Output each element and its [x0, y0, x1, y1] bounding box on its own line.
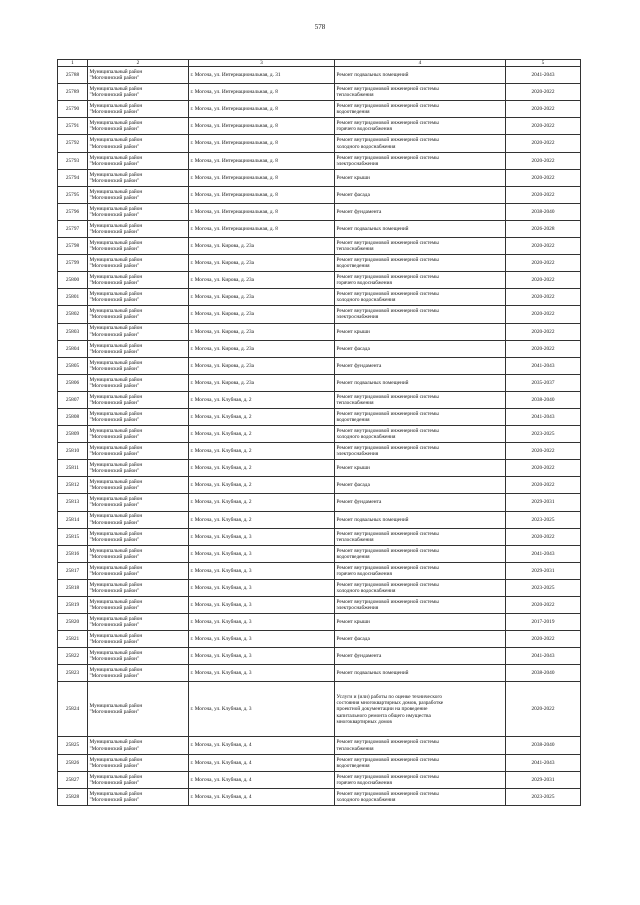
work-type-cell: Ремонт внутридомовой инженерной системы электроснабжения	[335, 306, 506, 323]
period-cell: 2020-2022	[506, 101, 581, 118]
address-cell: г. Могоча, ул. Клубная, д. 3	[189, 562, 335, 579]
period-cell: 2020-2022	[506, 477, 581, 494]
table-row	[58, 135, 581, 152]
period-cell: 2020-2022	[506, 272, 581, 289]
period-cell: 2020-2022	[506, 460, 581, 477]
municipality-cell: Муниципальный район "Могочинский район"	[88, 152, 189, 169]
row-number-cell: 25808	[58, 408, 88, 425]
row-number-cell: 25800	[58, 272, 88, 289]
municipality-cell: Муниципальный район "Могочинский район"	[88, 562, 189, 579]
work-type-cell: Ремонт внутридомовой инженерной системы водоотведения	[335, 545, 506, 562]
period-cell: 2020-2022	[506, 631, 581, 648]
table-row	[58, 426, 581, 443]
table-row	[58, 528, 581, 545]
municipality-cell: Муниципальный район "Могочинский район"	[88, 340, 189, 357]
period-cell: 2038-2040	[506, 391, 581, 408]
row-number-cell: 25828	[58, 788, 88, 805]
address-cell: г. Могоча, ул. Кирова, д. 23а	[189, 238, 335, 255]
address-cell: г. Могоча, ул. Клубная, д. 3	[189, 528, 335, 545]
work-type-cell: Ремонт внутридомовой инженерной системы теплоснабжения	[335, 737, 506, 754]
period-cell: 2020-2022	[506, 186, 581, 203]
address-cell: г. Могоча, ул. Интернациональная, д. 8	[189, 118, 335, 135]
row-number-cell: 25798	[58, 238, 88, 255]
municipality-cell: Муниципальный район "Могочинский район"	[88, 135, 189, 152]
table-row	[58, 788, 581, 805]
municipality-cell: Муниципальный район "Могочинский район"	[88, 118, 189, 135]
period-cell: 2026-2028	[506, 220, 581, 237]
work-type-cell: Ремонт подвальных помещений	[335, 220, 506, 237]
period-cell: 2017-2019	[506, 614, 581, 631]
municipality-cell: Муниципальный район "Могочинский район"	[88, 408, 189, 425]
period-cell: 2020-2022	[506, 306, 581, 323]
work-type-cell: Ремонт внутридомовой инженерной системы холодного водоснабжения	[335, 579, 506, 596]
row-number-cell: 25790	[58, 101, 88, 118]
row-number-cell: 25810	[58, 443, 88, 460]
work-type-cell: Ремонт внутридомовой инженерной системы горячего водоснабжения	[335, 562, 506, 579]
table-row	[58, 238, 581, 255]
row-number-cell: 25813	[58, 494, 88, 511]
table-row	[58, 545, 581, 562]
table-row	[58, 754, 581, 771]
address-cell: г. Могоча, ул. Клубная, д. 2	[189, 511, 335, 528]
table-row	[58, 648, 581, 665]
period-cell: 2029-2031	[506, 771, 581, 788]
period-cell: 2038-2040	[506, 737, 581, 754]
repair-schedule-table	[57, 59, 581, 806]
column-header-4: 4	[335, 60, 506, 67]
municipality-cell: Муниципальный район "Могочинский район"	[88, 220, 189, 237]
work-type-cell: Ремонт внутридомовой инженерной системы водоотведения	[335, 255, 506, 272]
row-number-cell: 25794	[58, 169, 88, 186]
period-cell: 2023-2025	[506, 579, 581, 596]
period-cell: 2023-2025	[506, 426, 581, 443]
address-cell: г. Могоча, ул. Интернациональная, д. 8	[189, 135, 335, 152]
work-type-cell: Ремонт подвальных помещений	[335, 374, 506, 391]
table-row	[58, 101, 581, 118]
row-number-cell: 25822	[58, 648, 88, 665]
work-type-cell: Ремонт крыши	[335, 460, 506, 477]
row-number-cell: 25805	[58, 357, 88, 374]
work-type-cell: Ремонт внутридомовой инженерной системы холодного водоснабжения	[335, 788, 506, 805]
work-type-cell: Ремонт внутридомовой инженерной системы водоотведения	[335, 101, 506, 118]
municipality-cell: Муниципальный район "Могочинский район"	[88, 788, 189, 805]
address-cell: г. Могоча, ул. Клубная, д. 3	[189, 631, 335, 648]
municipality-cell: Муниципальный район "Могочинский район"	[88, 477, 189, 494]
period-cell: 2020-2022	[506, 152, 581, 169]
period-cell: 2041-2043	[506, 357, 581, 374]
table-row	[58, 460, 581, 477]
municipality-cell: Муниципальный район "Могочинский район"	[88, 169, 189, 186]
table-row	[58, 306, 581, 323]
period-cell: 2041-2043	[506, 545, 581, 562]
row-number-cell: 25795	[58, 186, 88, 203]
municipality-cell: Муниципальный район "Могочинский район"	[88, 631, 189, 648]
work-type-cell: Ремонт внутридомовой инженерной системы холодного водоснабжения	[335, 289, 506, 306]
page-number: 578	[314, 23, 326, 31]
municipality-cell: Муниципальный район "Могочинский район"	[88, 323, 189, 340]
table-header-row	[58, 60, 581, 67]
address-cell: г. Могоча, ул. Интернациональная, д. 8	[189, 101, 335, 118]
address-cell: г. Могоча, ул. Клубная, д. 3	[189, 597, 335, 614]
work-type-cell: Ремонт фасада	[335, 186, 506, 203]
row-number-cell: 25803	[58, 323, 88, 340]
period-cell: 2038-2040	[506, 203, 581, 220]
address-cell: г. Могоча, ул. Клубная, д. 3	[189, 665, 335, 682]
municipality-cell: Муниципальный район "Могочинский район"	[88, 528, 189, 545]
municipality-cell: Муниципальный район "Могочинский район"	[88, 289, 189, 306]
period-cell: 2041-2043	[506, 648, 581, 665]
work-type-cell: Ремонт фасада	[335, 340, 506, 357]
work-type-cell: Ремонт подвальных помещений	[335, 665, 506, 682]
table-row	[58, 118, 581, 135]
table-row	[58, 374, 581, 391]
table-row	[58, 323, 581, 340]
work-type-cell: Ремонт подвальных помещений	[335, 511, 506, 528]
row-number-cell: 25825	[58, 737, 88, 754]
row-number-cell: 25819	[58, 597, 88, 614]
municipality-cell: Муниципальный район "Могочинский район"	[88, 391, 189, 408]
period-cell: 2038-2040	[506, 665, 581, 682]
municipality-cell: Муниципальный район "Могочинский район"	[88, 443, 189, 460]
municipality-cell: Муниципальный район "Могочинский район"	[88, 737, 189, 754]
address-cell: г. Могоча, ул. Клубная, д. 4	[189, 771, 335, 788]
table-row	[58, 203, 581, 220]
address-cell: г. Могоча, ул. Клубная, д. 3	[189, 545, 335, 562]
address-cell: г. Могоча, ул. Интернациональная, д. 8	[189, 84, 335, 101]
municipality-cell: Муниципальный район "Могочинский район"	[88, 771, 189, 788]
work-type-cell: Ремонт внутридомовой инженерной системы горячего водоснабжения	[335, 118, 506, 135]
work-type-cell: Ремонт внутридомовой инженерной системы холодного водоснабжения	[335, 426, 506, 443]
column-header-5: 5	[506, 60, 581, 67]
work-type-cell: Ремонт внутридомовой инженерной системы электроснабжения	[335, 152, 506, 169]
municipality-cell: Муниципальный район "Могочинский район"	[88, 306, 189, 323]
period-cell: 2023-2025	[506, 788, 581, 805]
municipality-cell: Муниципальный район "Могочинский район"	[88, 272, 189, 289]
row-number-cell: 25793	[58, 152, 88, 169]
row-number-cell: 25801	[58, 289, 88, 306]
municipality-cell: Муниципальный район "Могочинский район"	[88, 84, 189, 101]
table-row	[58, 408, 581, 425]
address-cell: г. Могоча, ул. Интернациональная, д. 8	[189, 152, 335, 169]
municipality-cell: Муниципальный район "Могочинский район"	[88, 374, 189, 391]
address-cell: г. Могоча, ул. Клубная, д. 2	[189, 477, 335, 494]
work-type-cell: Ремонт внутридомовой инженерной системы электроснабжения	[335, 597, 506, 614]
address-cell: г. Могоча, ул. Клубная, д. 2	[189, 426, 335, 443]
table-row	[58, 771, 581, 788]
table-row	[58, 579, 581, 596]
municipality-cell: Муниципальный район "Могочинский район"	[88, 101, 189, 118]
work-type-cell: Ремонт фасада	[335, 631, 506, 648]
work-type-cell: Ремонт внутридомовой инженерной системы горячего водоснабжения	[335, 272, 506, 289]
municipality-cell: Муниципальный район "Могочинский район"	[88, 682, 189, 737]
address-cell: г. Могоча, ул. Кирова, д. 23а	[189, 272, 335, 289]
row-number-cell: 25804	[58, 340, 88, 357]
table-row	[58, 597, 581, 614]
row-number-cell: 25812	[58, 477, 88, 494]
work-type-cell: Ремонт внутридомовой инженерной системы теплоснабжения	[335, 528, 506, 545]
municipality-cell: Муниципальный район "Могочинский район"	[88, 460, 189, 477]
address-cell: г. Могоча, ул. Клубная, д. 2	[189, 391, 335, 408]
column-header-3: 3	[189, 60, 335, 67]
municipality-cell: Муниципальный район "Могочинский район"	[88, 614, 189, 631]
period-cell: 2020-2022	[506, 443, 581, 460]
period-cell: 2020-2022	[506, 528, 581, 545]
work-type-cell: Ремонт крыши	[335, 614, 506, 631]
work-type-cell: Ремонт фасада	[335, 477, 506, 494]
period-cell: 2020-2022	[506, 597, 581, 614]
municipality-cell: Муниципальный район "Могочинский район"	[88, 665, 189, 682]
table-row	[58, 169, 581, 186]
municipality-cell: Муниципальный район "Могочинский район"	[88, 597, 189, 614]
period-cell: 2020-2022	[506, 118, 581, 135]
table-row	[58, 682, 581, 737]
municipality-cell: Муниципальный район "Могочинский район"	[88, 255, 189, 272]
table-row	[58, 357, 581, 374]
address-cell: г. Могоча, ул. Клубная, д. 3	[189, 682, 335, 737]
work-type-cell: Ремонт внутридомовой инженерной системы теплоснабжения	[335, 391, 506, 408]
table-row	[58, 443, 581, 460]
work-type-cell: Ремонт внутридомовой инженерной системы электроснабжения	[335, 443, 506, 460]
municipality-cell: Муниципальный район "Могочинский район"	[88, 357, 189, 374]
row-number-cell: 25797	[58, 220, 88, 237]
table-row	[58, 152, 581, 169]
row-number-cell: 25796	[58, 203, 88, 220]
address-cell: г. Могоча, ул. Клубная, д. 4	[189, 788, 335, 805]
work-type-cell: Услуги и (или) работы по оценке технического состояния многоквартирных домов, разработке проектной документации на проведение капитального ремонта общего имущества многоквартирных домов	[335, 682, 506, 737]
work-type-cell: Ремонт фундамента	[335, 357, 506, 374]
row-number-cell: 25799	[58, 255, 88, 272]
municipality-cell: Муниципальный район "Могочинский район"	[88, 426, 189, 443]
row-number-cell: 25815	[58, 528, 88, 545]
table-row	[58, 220, 581, 237]
municipality-cell: Муниципальный район "Могочинский район"	[88, 494, 189, 511]
table-row	[58, 340, 581, 357]
period-cell: 2020-2022	[506, 135, 581, 152]
table-row	[58, 562, 581, 579]
address-cell: г. Могоча, ул. Кирова, д. 23а	[189, 306, 335, 323]
period-cell: 2041-2043	[506, 67, 581, 84]
work-type-cell: Ремонт внутридомовой инженерной системы водоотведения	[335, 754, 506, 771]
table-row	[58, 737, 581, 754]
address-cell: г. Могоча, ул. Клубная, д. 3	[189, 579, 335, 596]
address-cell: г. Могоча, ул. Кирова, д. 23а	[189, 289, 335, 306]
address-cell: г. Могоча, ул. Кирова, д. 23а	[189, 323, 335, 340]
row-number-cell: 25817	[58, 562, 88, 579]
address-cell: г. Могоча, ул. Кирова, д. 23а	[189, 255, 335, 272]
work-type-cell: Ремонт фундамента	[335, 648, 506, 665]
row-number-cell: 25802	[58, 306, 88, 323]
table-row	[58, 511, 581, 528]
work-type-cell: Ремонт внутридомовой инженерной системы водоотведения	[335, 408, 506, 425]
address-cell: г. Могоча, ул. Интернациональная, д. 8	[189, 220, 335, 237]
table-row	[58, 614, 581, 631]
row-number-cell: 25789	[58, 84, 88, 101]
work-type-cell: Ремонт фундамента	[335, 203, 506, 220]
address-cell: г. Могоча, ул. Интернациональная, д. 31	[189, 67, 335, 84]
period-cell: 2020-2022	[506, 340, 581, 357]
table-row	[58, 255, 581, 272]
period-cell: 2029-2031	[506, 494, 581, 511]
address-cell: г. Могоча, ул. Клубная, д. 3	[189, 648, 335, 665]
work-type-cell: Ремонт фундамента	[335, 494, 506, 511]
work-type-cell: Ремонт крыши	[335, 323, 506, 340]
table-row	[58, 477, 581, 494]
address-cell: г. Могоча, ул. Кирова, д. 23а	[189, 357, 335, 374]
municipality-cell: Муниципальный район "Могочинский район"	[88, 648, 189, 665]
row-number-cell: 25824	[58, 682, 88, 737]
row-number-cell: 25807	[58, 391, 88, 408]
address-cell: г. Могоча, ул. Клубная, д. 2	[189, 494, 335, 511]
column-header-1: 1	[58, 60, 88, 67]
period-cell: 2035-2037	[506, 374, 581, 391]
work-type-cell: Ремонт подвальных помещений	[335, 67, 506, 84]
address-cell: г. Могоча, ул. Интернациональная, д. 8	[189, 169, 335, 186]
row-number-cell: 25814	[58, 511, 88, 528]
table-row	[58, 665, 581, 682]
row-number-cell: 25821	[58, 631, 88, 648]
row-number-cell: 25827	[58, 771, 88, 788]
row-number-cell: 25788	[58, 67, 88, 84]
period-cell: 2020-2022	[506, 84, 581, 101]
municipality-cell: Муниципальный район "Могочинский район"	[88, 754, 189, 771]
table-row	[58, 289, 581, 306]
municipality-cell: Муниципальный район "Могочинский район"	[88, 579, 189, 596]
period-cell: 2020-2022	[506, 323, 581, 340]
column-header-2: 2	[88, 60, 189, 67]
row-number-cell: 25820	[58, 614, 88, 631]
table-row	[58, 186, 581, 203]
period-cell: 2041-2043	[506, 754, 581, 771]
address-cell: г. Могоча, ул. Клубная, д. 3	[189, 614, 335, 631]
municipality-cell: Муниципальный район "Могочинский район"	[88, 511, 189, 528]
period-cell: 2020-2022	[506, 169, 581, 186]
table-row	[58, 272, 581, 289]
row-number-cell: 25826	[58, 754, 88, 771]
address-cell: г. Могоча, ул. Клубная, д. 2	[189, 460, 335, 477]
municipality-cell: Муниципальный район "Могочинский район"	[88, 545, 189, 562]
table-row	[58, 84, 581, 101]
work-type-cell: Ремонт внутридомовой инженерной системы холодного водоснабжения	[335, 135, 506, 152]
table-row	[58, 391, 581, 408]
row-number-cell: 25818	[58, 579, 88, 596]
municipality-cell: Муниципальный район "Могочинский район"	[88, 203, 189, 220]
row-number-cell: 25816	[58, 545, 88, 562]
work-type-cell: Ремонт внутридомовой инженерной системы горячего водоснабжения	[335, 771, 506, 788]
row-number-cell: 25811	[58, 460, 88, 477]
table-body	[58, 60, 581, 806]
address-cell: г. Могоча, ул. Кирова, д. 23а	[189, 340, 335, 357]
period-cell: 2020-2022	[506, 255, 581, 272]
period-cell: 2023-2025	[506, 511, 581, 528]
address-cell: г. Могоча, ул. Клубная, д. 2	[189, 443, 335, 460]
row-number-cell: 25809	[58, 426, 88, 443]
period-cell: 2020-2022	[506, 682, 581, 737]
address-cell: г. Могоча, ул. Кирова, д. 23а	[189, 374, 335, 391]
row-number-cell: 25792	[58, 135, 88, 152]
row-number-cell: 25806	[58, 374, 88, 391]
table-row	[58, 494, 581, 511]
municipality-cell: Муниципальный район "Могочинский район"	[88, 238, 189, 255]
address-cell: г. Могоча, ул. Клубная, д. 4	[189, 737, 335, 754]
municipality-cell: Муниципальный район "Могочинский район"	[88, 67, 189, 84]
table-row	[58, 67, 581, 84]
work-type-cell: Ремонт внутридомовой инженерной системы теплоснабжения	[335, 84, 506, 101]
address-cell: г. Могоча, ул. Клубная, д. 4	[189, 754, 335, 771]
period-cell: 2020-2022	[506, 289, 581, 306]
address-cell: г. Могоча, ул. Клубная, д. 2	[189, 408, 335, 425]
address-cell: г. Могоча, ул. Интернациональная, д. 8	[189, 186, 335, 203]
address-cell: г. Могоча, ул. Интернациональная, д. 8	[189, 203, 335, 220]
work-type-cell: Ремонт внутридомовой инженерной системы теплоснабжения	[335, 238, 506, 255]
row-number-cell: 25791	[58, 118, 88, 135]
table-row	[58, 631, 581, 648]
municipality-cell: Муниципальный район "Могочинский район"	[88, 186, 189, 203]
work-type-cell: Ремонт крыши	[335, 169, 506, 186]
row-number-cell: 25823	[58, 665, 88, 682]
period-cell: 2029-2031	[506, 562, 581, 579]
period-cell: 2020-2022	[506, 238, 581, 255]
period-cell: 2041-2043	[506, 408, 581, 425]
